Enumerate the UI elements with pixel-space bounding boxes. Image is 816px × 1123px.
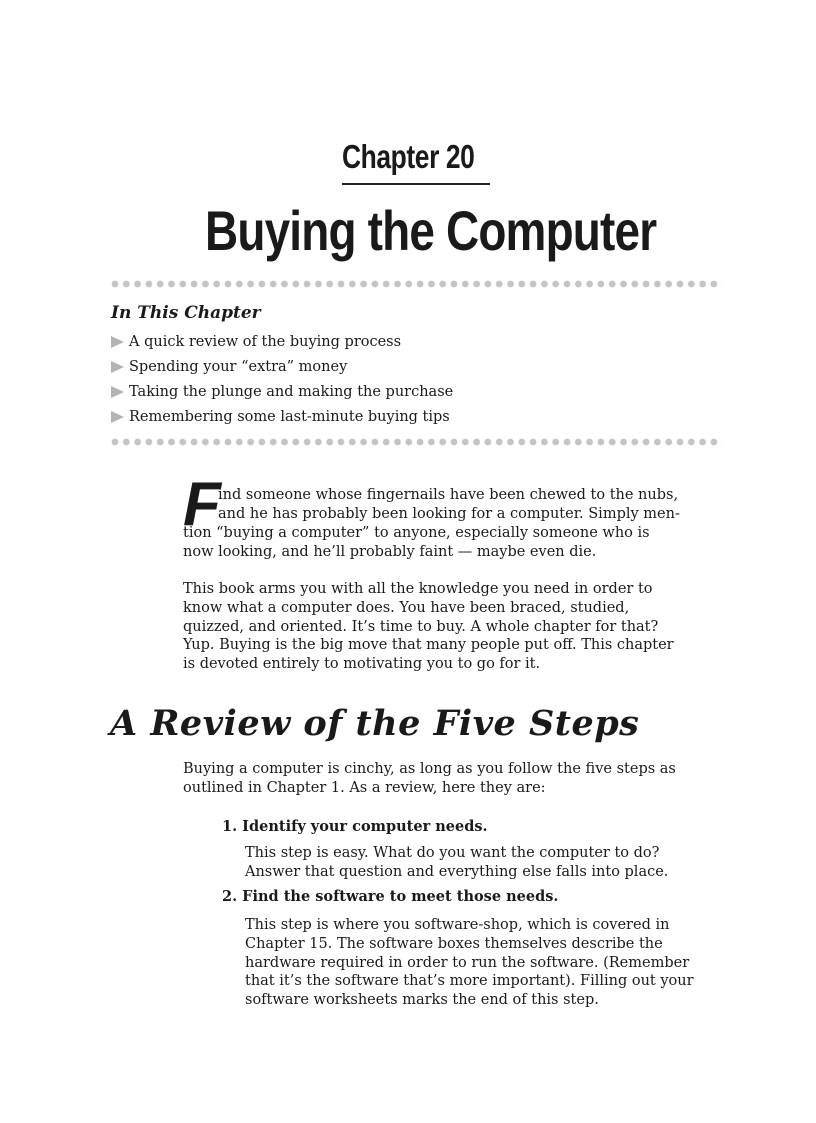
intro-paragraph-line: and he has probably been looking for a computer. Simply men- <box>218 506 680 522</box>
dotted-divider-bottom <box>110 435 722 449</box>
drop-cap: F <box>183 470 221 539</box>
step-1-title: 1. Identify your computer needs. <box>222 818 488 835</box>
intro-paragraph-2: This book arms you with all the knowledge you need in order to know what a computer does. You have been braced, studied, quizzed, and oriented. It’s time to buy. A whole chapter for that? Yup. Buying is the big move that many people put off. This chapter is devoted entirely to motivating you to go for it. <box>183 581 674 673</box>
triangle-bullet-icon <box>111 361 124 373</box>
triangle-bullet-icon <box>111 411 124 423</box>
section-heading: A Review of the Five Steps <box>110 703 640 744</box>
list-item: Spending your “extra” money <box>111 357 453 382</box>
chapter-number: Chapter 20 <box>342 138 475 175</box>
section-intro: Buying a computer is cinchy, as long as you follow the five steps as outlined in Chapter 1. As a review, here they are: <box>183 761 676 796</box>
step-1-body: This step is easy. What do you want the computer to do? Answer that question and everything else falls into place. <box>245 845 669 880</box>
list-item: Taking the plunge and making the purchase <box>111 382 453 407</box>
step-2-title: 2. Find the software to meet those needs. <box>222 888 559 905</box>
list-item: A quick review of the buying process <box>111 332 453 357</box>
dotted-divider-top <box>110 277 722 291</box>
in-this-chapter-list <box>111 332 453 432</box>
intro-paragraph-first-line: ind someone whose fingernails have been chewed to the nubs, <box>218 487 679 503</box>
chapter-underline <box>342 183 490 185</box>
in-this-chapter-heading: In This Chapter <box>111 303 261 323</box>
triangle-bullet-icon <box>111 336 124 348</box>
triangle-bullet-icon <box>111 386 124 398</box>
intro-paragraph-rest: tion “buying a computer” to anyone, especially someone who is now looking, and he’ll probably faint — maybe even die. <box>183 525 650 560</box>
step-2-body: This step is where you software-shop, which is covered in Chapter 15. The software boxes themselves describe the hardware required in order to run the software. (Remember that it’s the software that’s more important). Filling out your software worksheets marks the end of this step. <box>245 917 694 1009</box>
list-item: Remembering some last-minute buying tips <box>111 407 453 432</box>
chapter-title: Buying the Computer <box>205 199 657 262</box>
